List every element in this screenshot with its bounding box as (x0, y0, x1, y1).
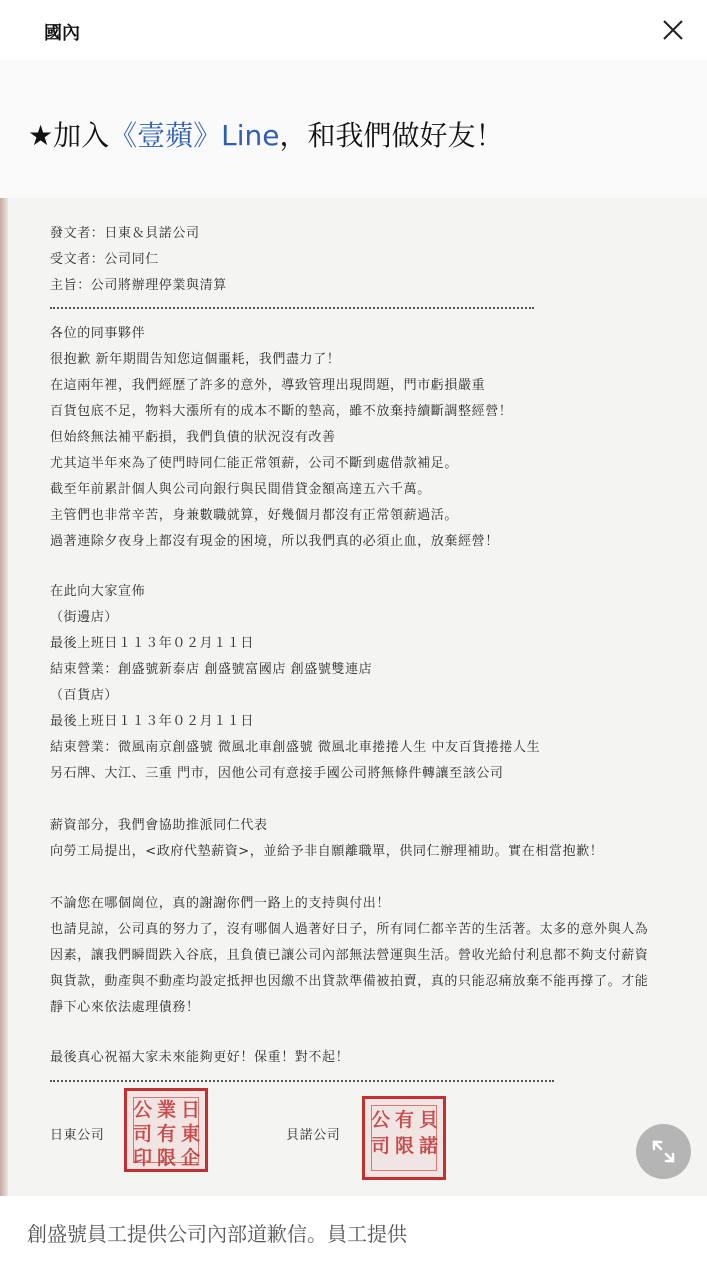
letter-line: 靜下心來依法處理債務！ (50, 1000, 200, 1015)
letter-to: 受文者：公司同仁 (50, 252, 159, 267)
letter-line: 主管們也非常辛苦，身兼數職就算，好幾個月都沒有正常領薪過活。 (50, 508, 459, 523)
letter-line: 不論您在哪個崗位，真的謝謝你們一路上的支持與付出！ (50, 896, 391, 911)
letter-line: 在這兩年裡，我們經歷了許多的意外，導致管理出現問題，門市虧損嚴重 (50, 378, 486, 393)
expand-image-button[interactable] (636, 1124, 691, 1179)
letter-line: 因素，讓我們瞬間跌入谷底，且負債已讓公司內部無法營運與生活。營收光給付利息都不夠支付薪資 (50, 948, 649, 963)
seal-glyph: 司 (371, 1135, 391, 1157)
seal-glyph: 東 (181, 1123, 201, 1145)
letter-line: （百貨店） (50, 688, 119, 703)
seal-glyph: 有 (157, 1123, 177, 1145)
seal-glyph: 司 (133, 1123, 153, 1145)
letter-line: 結束營業：微風南京創盛號 微風北車創盛號 微風北車捲捲人生 中友百貨捲捲人生 (50, 740, 541, 755)
paper-edge (0, 198, 8, 1196)
signature-label-ridong: 日東公司 (50, 1128, 105, 1143)
seal-glyph: 企 (181, 1147, 201, 1169)
letter-line: 尤其這半年來為了使門時同仁能正常領薪，公司不斷到處借款補足。 (50, 456, 459, 471)
seal-glyph: 公 (371, 1109, 391, 1131)
letter-line: 也請見諒，公司真的努力了，沒有哪個人過著好日子，所有同仁都辛苦的生活著。太多的意外與人為 (50, 922, 649, 937)
divider-top (50, 307, 534, 309)
image-caption (0, 1196, 707, 1280)
seal-glyph: 有 (395, 1109, 415, 1131)
seal-glyph: 印 (133, 1147, 153, 1169)
letter-line: 最後上班日１１３年０２月１１日 (50, 714, 255, 729)
expand-icon (636, 1124, 691, 1179)
top-bar (0, 0, 707, 60)
divider-bottom (50, 1080, 554, 1082)
letter-line: 在此向大家宣佈 (50, 584, 146, 599)
letter-line: 結束營業：創盛號新泰店 創盛號富國店 創盛號雙連店 (50, 662, 373, 677)
seal-glyph: 貝 (419, 1109, 439, 1131)
beinuo-company-seal (362, 1096, 446, 1180)
close-button[interactable] (655, 12, 691, 48)
letter-from: 發文者：日東＆貝諾公司 (50, 226, 200, 241)
caption-text: 創盛號員工提供公司內部道歉信。員工提供 (27, 1222, 407, 1246)
seal-glyph: 公 (133, 1099, 153, 1121)
promo-banner (0, 60, 707, 198)
promo-text (28, 114, 503, 154)
letter-line: 薪資部分，我們會協助推派同仁代表 (50, 818, 268, 833)
line-friend-link[interactable]: 《壹蘋》Line (109, 119, 280, 152)
ridong-company-seal (124, 1088, 208, 1172)
signature-label-beinuo: 貝諾公司 (286, 1128, 341, 1143)
letter-subject: 主旨：公司將辦理停業與清算 (50, 278, 227, 293)
letter-line: 但始終無法補平虧損，我們負債的狀況沒有改善 (50, 430, 336, 445)
close-icon (655, 12, 691, 48)
letter-line: 各位的同事夥伴 (50, 326, 146, 341)
letter-line: 百貨包底不足，物料大漲所有的成本不斷的墊高，雖不放棄持續斷調整經營！ (50, 404, 513, 419)
seal-glyph: 諾 (419, 1135, 439, 1157)
letter-line: （街邊店） (50, 610, 119, 625)
letter-line: 截至年前累計個人與公司向銀行與民間借貸金額高達五六千萬。 (50, 482, 431, 497)
promo-suffix: ，和我們做好友！ (279, 119, 504, 152)
section-title: 國內 (44, 23, 80, 44)
seal-glyph: 限 (395, 1135, 415, 1157)
letter-line: 與貨款，動產與不動產均設定抵押也因繳不出貸款準備被拍賣，真的只能忍痛放棄不能再撐了。才能 (50, 974, 649, 989)
seal-glyph: 業 (157, 1099, 177, 1121)
seal-glyph: 限 (157, 1147, 177, 1169)
letter-line: 很抱歉 新年期間告知您這個噩耗，我們盡力了！ (50, 352, 341, 367)
promo-prefix: ★加入 (28, 119, 110, 152)
letter-image (0, 198, 707, 1196)
letter-line: 另石牌、大江、三重 門市，因他公司有意接手國公司將無條件轉讓至該公司 (50, 766, 504, 781)
letter-closing: 最後真心祝福大家未來能夠更好！保重！對不起！ (50, 1050, 350, 1065)
letter-line: 最後上班日１１３年０２月１１日 (50, 636, 255, 651)
letter-line: 過著連除夕夜身上都沒有現金的困境，所以我們真的必須止血，放棄經營！ (50, 534, 499, 549)
seal-glyph: 日 (181, 1099, 201, 1121)
letter-line: 向勞工局提出，<政府代墊薪資>，並給予非自願離職單，供同仁辦理補助。實在相當抱歉！ (50, 844, 604, 859)
